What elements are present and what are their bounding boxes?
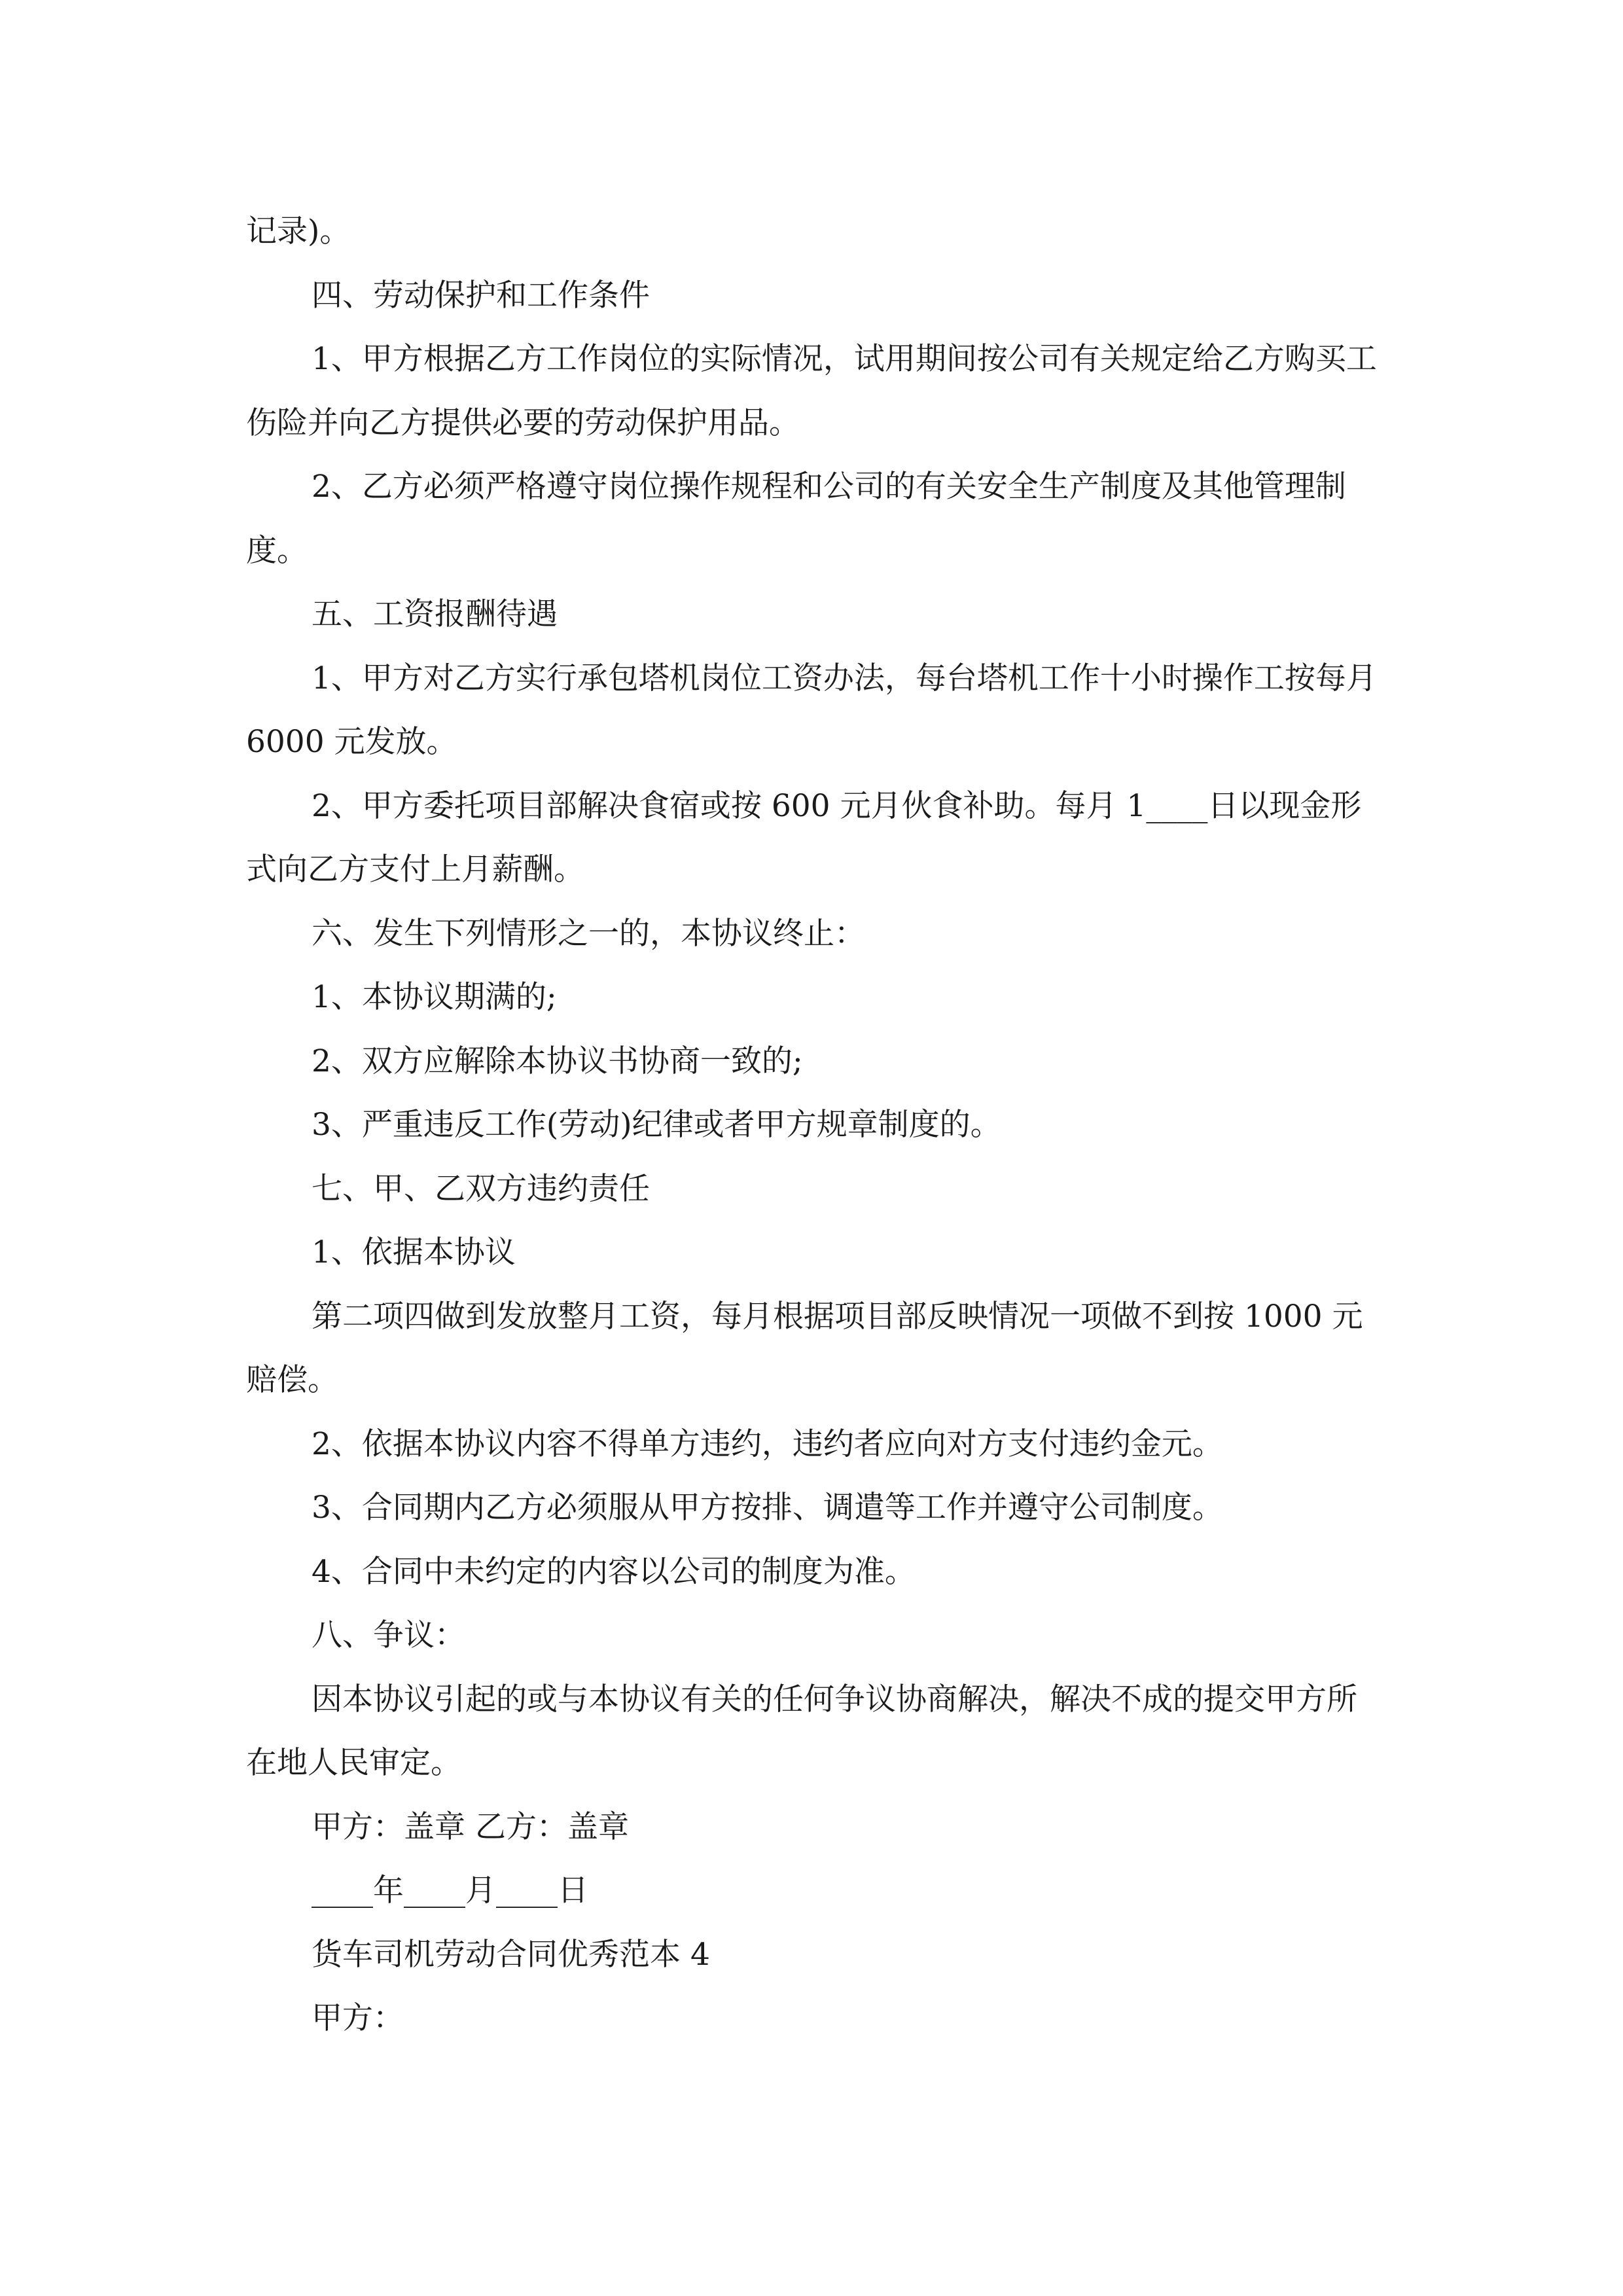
paragraph: 2、甲方委托项目部解决食宿或按 600 元月伙食补助。每月 1____日以现金形式向乙方支付上月薪酬。 (246, 787, 1362, 888)
paragraph: 2、乙方必须严格遵守岗位操作规程和公司的有关安全生产制度及其他管理制度。 (246, 469, 1346, 569)
section-heading: 六、发生下列情形之一的，本协议终止： (312, 915, 865, 952)
paragraph: 3、合同期内乙方必须服从甲方按排、调遣等工作并遵守公司制度。 (312, 1490, 1223, 1526)
signature-line: 甲方：盖章 乙方：盖章 (312, 1808, 629, 1845)
document-title: 货车司机劳动合同优秀范本 4 (312, 1936, 710, 1973)
section-heading: 七、甲、乙双方违约责任 (312, 1170, 650, 1207)
paragraph: 3、严重违反工作(劳动)纪律或者甲方规章制度的。 (312, 1107, 1001, 1143)
section-heading: 四、劳动保护和工作条件 (312, 277, 650, 314)
paragraph: 1、依据本协议 (312, 1234, 516, 1270)
paragraph: 2、双方应解除本协议书协商一致的; (312, 1043, 803, 1079)
date-line: ____年____月____日 (312, 1873, 588, 1909)
section-heading: 八、争议： (312, 1617, 465, 1653)
paragraph: 第二项四做到发放整月工资，每月根据项目部反映情况一项做不到按 1000 元赔偿。 (246, 1298, 1363, 1398)
paragraph: 1、甲方根据乙方工作岗位的实际情况，试用期间按公司有关规定给乙方购买工伤险并向乙方提供必要的劳动保护用品。 (246, 341, 1377, 441)
paragraph: 2、依据本协议内容不得单方违约，违约者应向对方支付违约金元。 (312, 1426, 1223, 1462)
paragraph: 1、甲方对乙方实行承包塔机岗位工资办法，每台塔机工作十小时操作工按每月 6000 元发放。 (246, 660, 1377, 760)
document-body (246, 200, 1377, 2051)
paragraph: 4、合同中未约定的内容以公司的制度为准。 (312, 1553, 916, 1590)
paragraph: 1、本协议期满的; (312, 979, 557, 1015)
section-heading: 五、工资报酬待遇 (312, 596, 558, 632)
party-a-line: 甲方： (312, 2000, 404, 2036)
paragraph: 记录)。 (246, 213, 351, 249)
paragraph: 因本协议引起的或与本协议有关的任何争议协商解决，解决不成的提交甲方所在地人民审定。 (246, 1681, 1357, 1781)
